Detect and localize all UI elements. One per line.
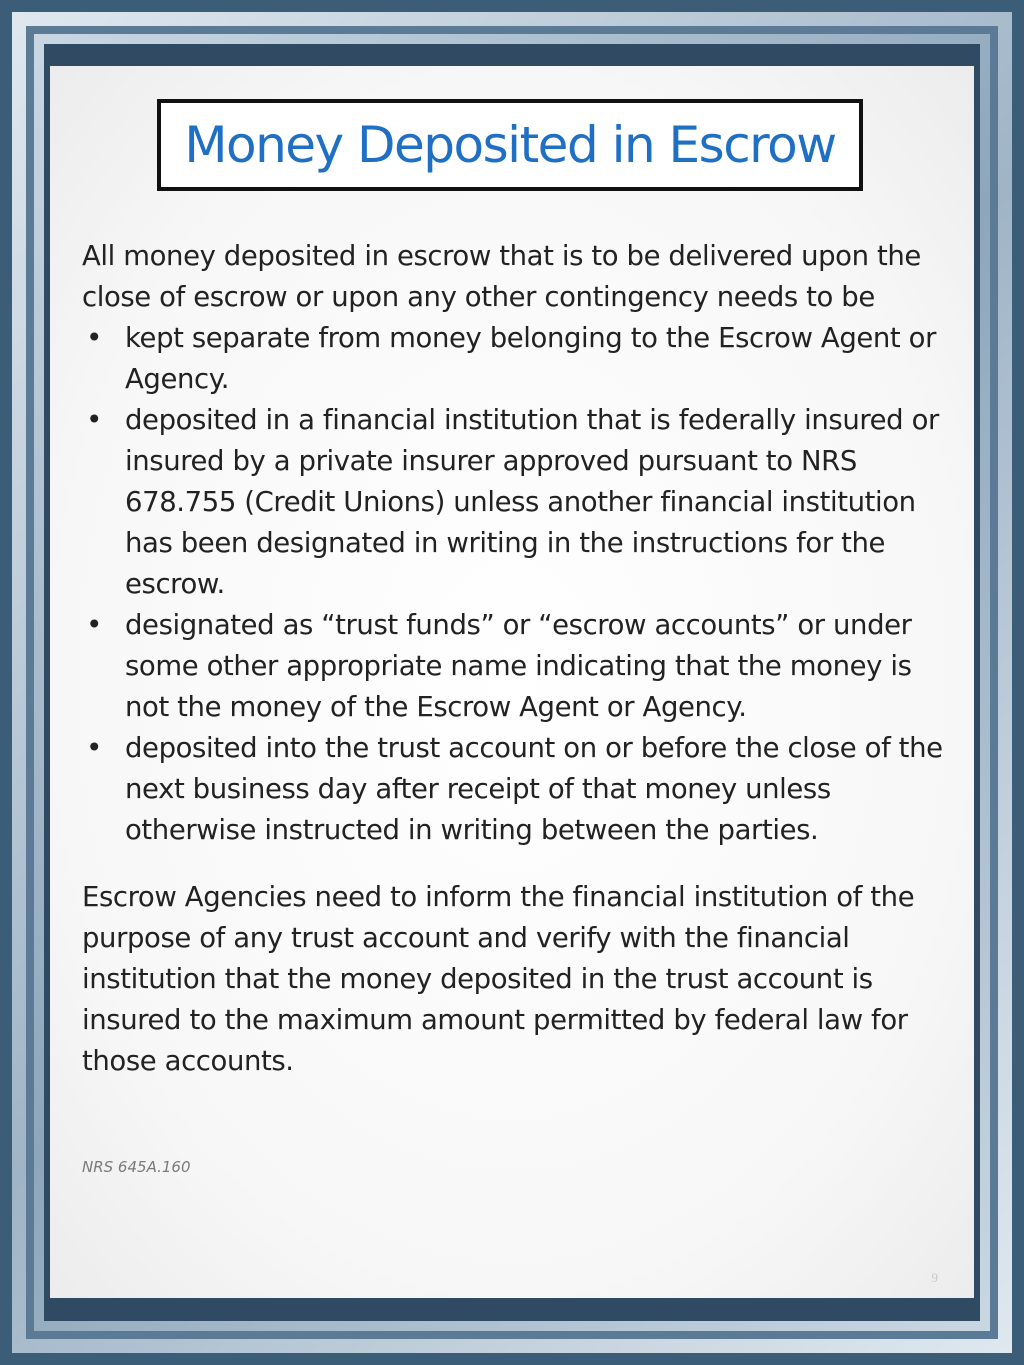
bullet-text: deposited in a financial institution that is federally insured or insured by a private insurer approved pursuant to NRS 678.755 (Credit Unions) unless another financial institution has been designated in writing in the instructions for the escrow. xyxy=(125,404,939,600)
closing-paragraph: Escrow Agencies need to inform the financial institution of the purpose of any trust account and verify with the financial institution that the money deposited in the trust account is insured to the maximum amount permitted by federal law for those accounts. xyxy=(82,881,915,1077)
bullet-icon: • xyxy=(86,609,102,641)
slide-content xyxy=(50,66,974,1298)
bullet-list xyxy=(82,318,952,851)
bullet-icon: • xyxy=(86,732,102,764)
body-text xyxy=(82,236,952,1082)
bullet-text: designated as “trust funds” or “escrow accounts” or under some other appropriate name indicating that the money is not the money of the Escrow Agent or Agency. xyxy=(125,609,912,723)
bullet-item xyxy=(82,318,952,400)
bullet-text: kept separate from money belonging to the Escrow Agent or Agency. xyxy=(125,322,936,395)
bullet-item xyxy=(82,400,952,605)
title-box xyxy=(157,99,863,191)
slide-number: 9 xyxy=(931,1270,938,1285)
bullet-icon: • xyxy=(86,322,102,354)
citation: NRS 645A.160 xyxy=(82,1158,191,1176)
bullet-text: deposited into the trust account on or before the close of the next business day after receipt of that money unless otherwise instructed in writing between the parties. xyxy=(125,732,943,846)
bullet-icon: • xyxy=(86,404,102,436)
page-title: Money Deposited in Escrow xyxy=(184,116,836,174)
bullet-item xyxy=(82,605,952,728)
intro-paragraph: All money deposited in escrow that is to be delivered upon the close of escrow or upon any other contingency needs to be xyxy=(82,240,921,313)
bullet-item xyxy=(82,728,952,851)
paragraph-spacer xyxy=(82,851,952,877)
